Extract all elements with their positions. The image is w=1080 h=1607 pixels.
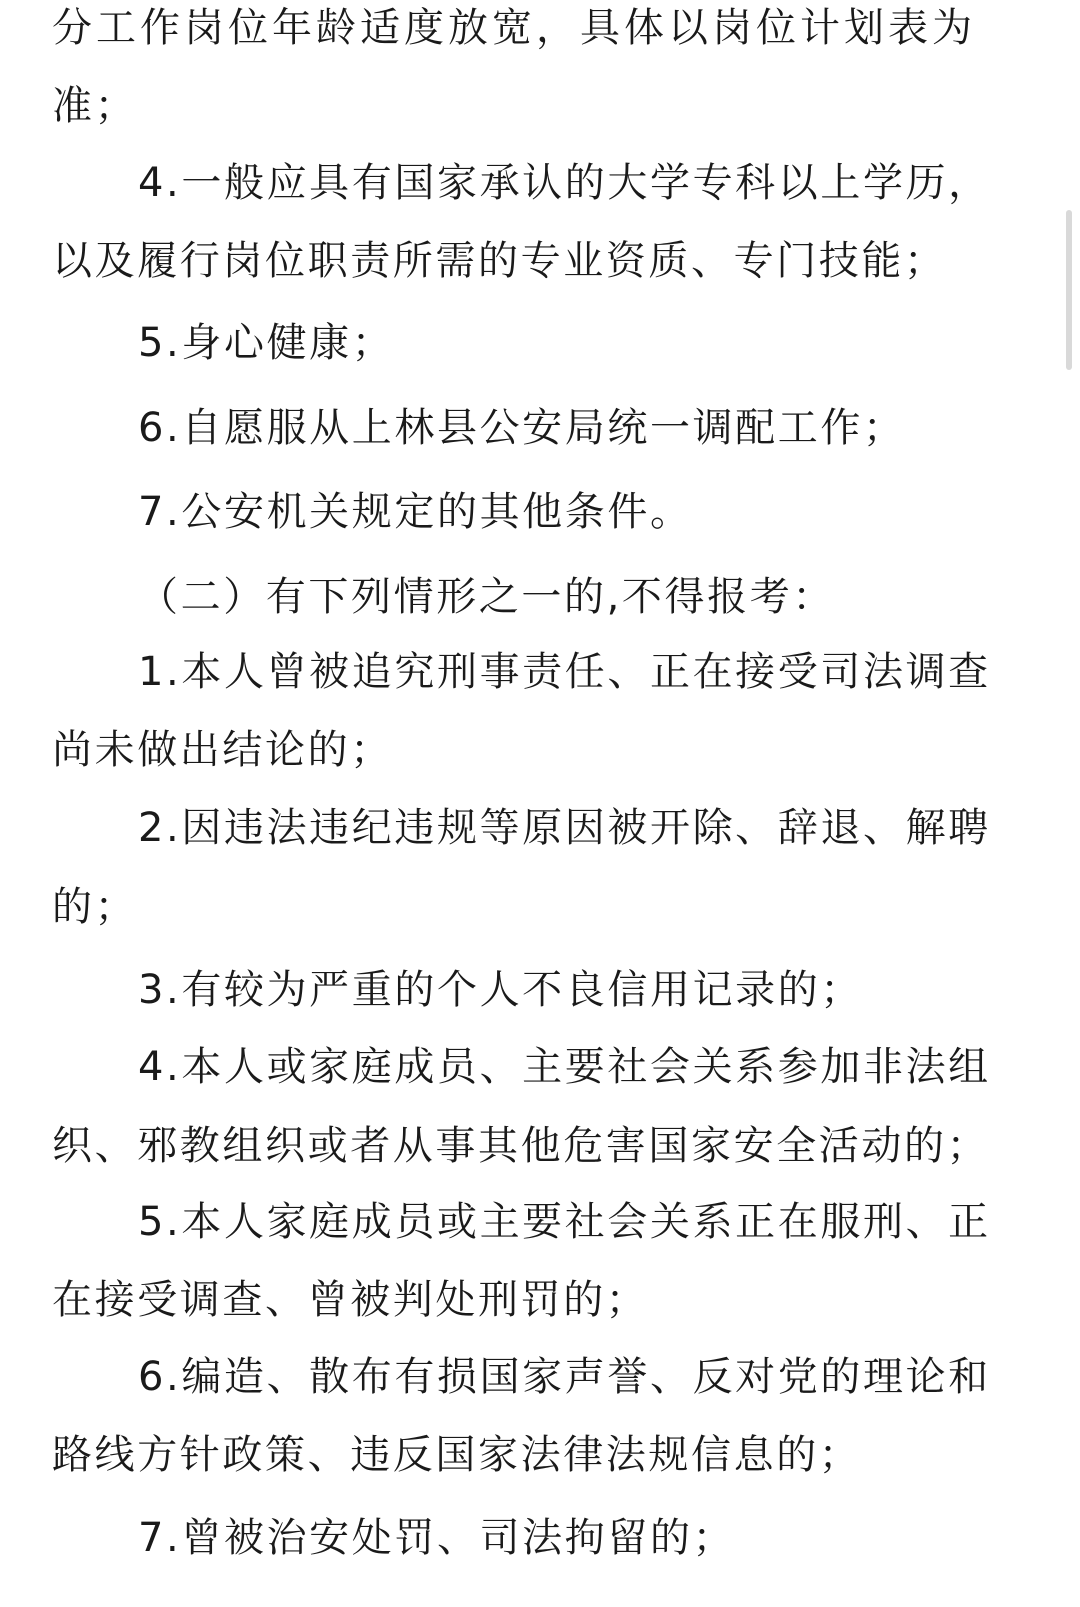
text-line: 织、邪教组织或者从事其他危害国家安全活动的； bbox=[52, 1123, 990, 1169]
text-line: 在接受调查、曾被判处刑罚的； bbox=[52, 1277, 649, 1323]
text-line: 5.身心健康； bbox=[138, 320, 395, 366]
text-line: 路线方针政策、违反国家法律法规信息的； bbox=[52, 1432, 862, 1478]
text-line: 以及履行岗位职责所需的专业资质、专门技能； bbox=[52, 238, 947, 284]
section-heading: （二）有下列情形之一的,不得报考： bbox=[138, 574, 835, 620]
scrollbar[interactable] bbox=[1066, 210, 1072, 370]
text-line: 6.编造、散布有损国家声誉、反对党的理论和 bbox=[138, 1354, 991, 1400]
text-line: 准； bbox=[52, 83, 138, 129]
text-line: 4.本人或家庭成员、主要社会关系参加非法组 bbox=[138, 1044, 991, 1090]
text-line: 6.自愿服从上林县公安局统一调配工作； bbox=[138, 405, 906, 451]
text-line: 尚未做出结论的； bbox=[52, 727, 393, 773]
text-line: 2.因违法违纪违规等原因被开除、辞退、解聘 bbox=[138, 805, 991, 851]
text-line: 7.公安机关规定的其他条件。 bbox=[138, 489, 693, 535]
text-line: 4.一般应具有国家承认的大学专科以上学历， bbox=[138, 160, 991, 206]
text-line: 5.本人家庭成员或主要社会关系正在服刑、正 bbox=[138, 1199, 991, 1245]
text-line: 1.本人曾被追究刑事责任、正在接受司法调查 bbox=[138, 649, 991, 695]
text-line: 分工作岗位年龄适度放宽，具体以岗位计划表为 bbox=[52, 5, 976, 51]
text-line: 7.曾被治安处罚、司法拘留的； bbox=[138, 1515, 736, 1561]
text-line: 3.有较为严重的个人不良信用记录的； bbox=[138, 967, 863, 1013]
text-line: 的； bbox=[52, 884, 138, 930]
